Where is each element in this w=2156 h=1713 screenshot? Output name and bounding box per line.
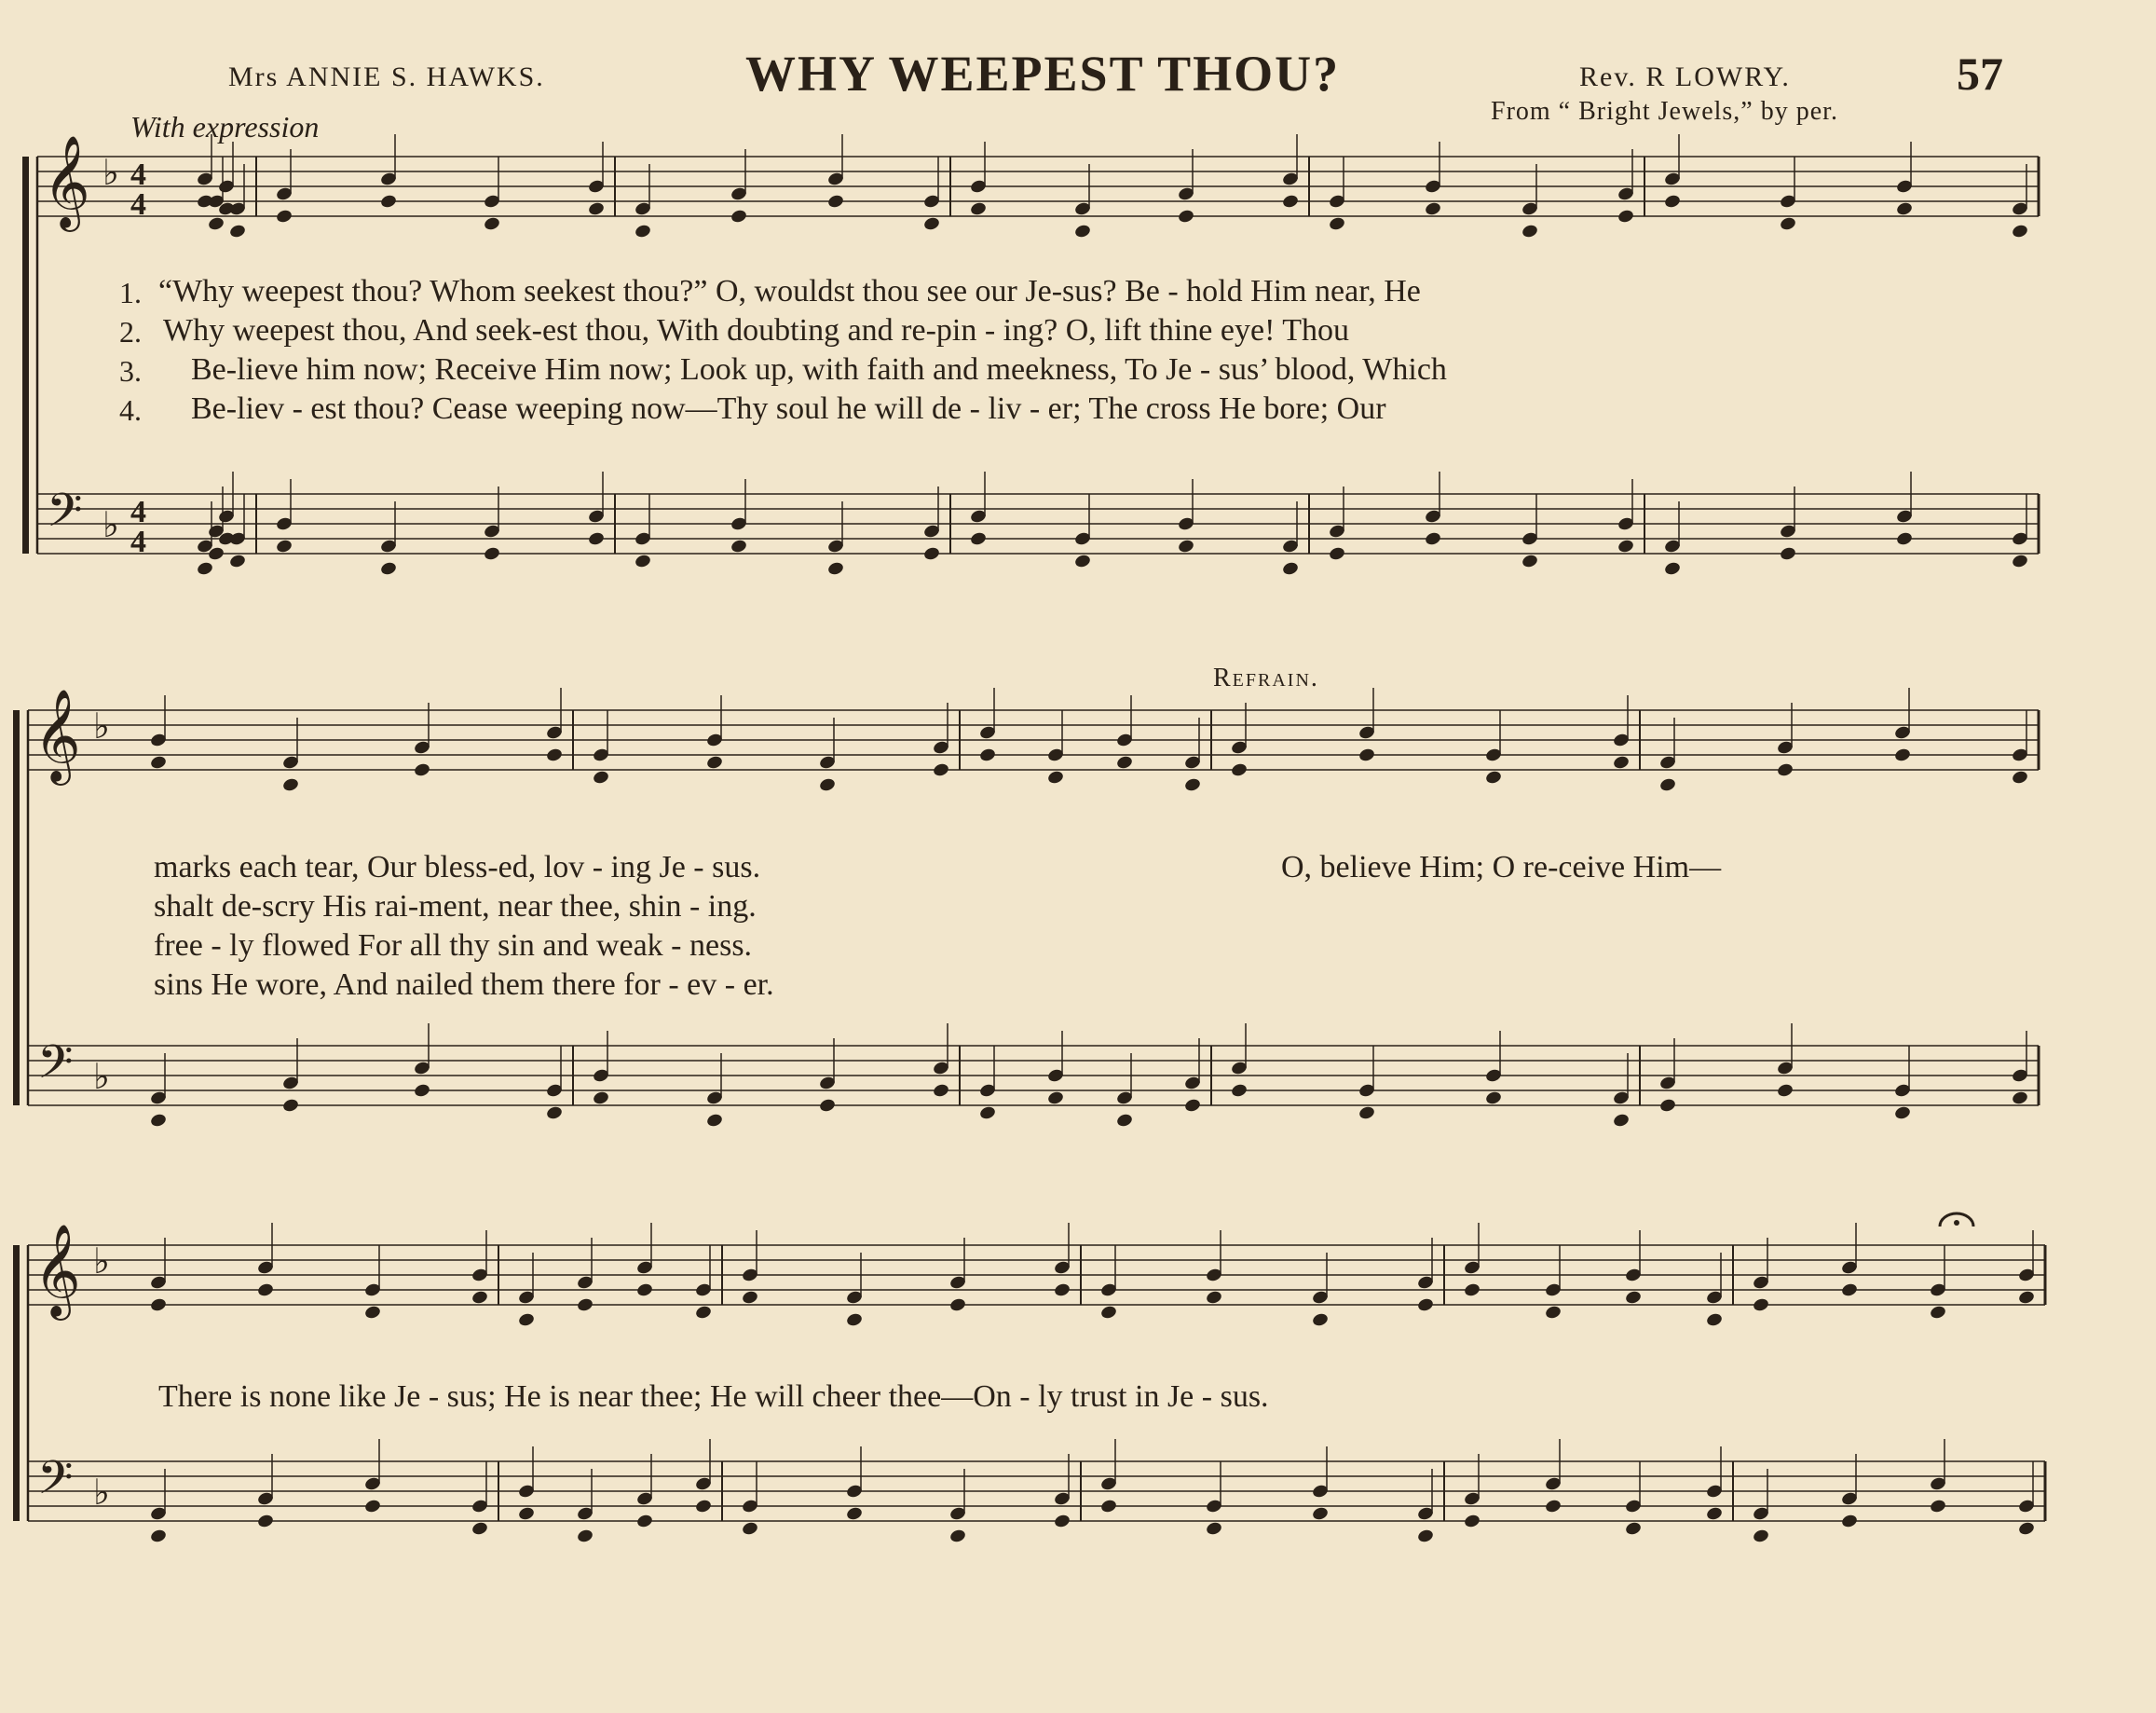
note-head (517, 1312, 535, 1328)
note-head (1311, 1506, 1329, 1522)
note-head (1463, 1514, 1481, 1529)
note-head (932, 762, 949, 778)
note-head (379, 561, 397, 577)
note-head (1358, 1105, 1375, 1121)
verse-4-line-2: sins He wore, And nailed them there for - ev - er. (154, 967, 774, 1002)
verse-4-line-1: Be-liev - est thou? Cease weeping now—Thy soul he will de - liv - er; The cross He bore; Our (191, 391, 1386, 426)
verse-2-line-2: shalt de-scry His rai-ment, near thee, shin - ing. (154, 889, 757, 924)
note-head (363, 1305, 381, 1321)
note-head (1328, 546, 1345, 562)
note-head (1617, 539, 1634, 555)
note-head (932, 1083, 949, 1099)
composer-credit: Rev. R LOWRY. (1579, 62, 1791, 92)
note-head (922, 546, 940, 562)
note-head (634, 554, 651, 569)
refrain-lyric-1: O, believe Him; O re-ceive Him— (1281, 850, 1722, 884)
note-head (592, 770, 609, 786)
time-signature-digit: 4 (130, 158, 146, 192)
note-head (1358, 747, 1375, 763)
note-head (471, 1521, 488, 1537)
refrain-lyric-2: There is none like Je - sus; He is near thee; He will cheer thee—On - ly trust in Je - sus. (158, 1379, 1269, 1414)
note-head (694, 1305, 712, 1321)
note-head (483, 546, 500, 562)
note-head (1328, 216, 1345, 232)
note-head (1230, 1083, 1248, 1099)
treble-clef: 𝄞 (43, 135, 90, 228)
hymn-title: WHY WEEPEST THOU? (745, 46, 1341, 102)
note-head (948, 1297, 966, 1313)
verse-4-number: 4. (119, 393, 142, 427)
note-head (634, 224, 651, 240)
system-bracket (13, 1245, 20, 1521)
note-head (1484, 1090, 1502, 1106)
note-head (1624, 1521, 1642, 1537)
note-head (1624, 1290, 1642, 1306)
note-head (635, 1514, 653, 1529)
note-head (1281, 561, 1299, 577)
note-head (826, 561, 844, 577)
time-signature-digit: 4 (130, 187, 146, 222)
note-head (1840, 1514, 1858, 1529)
treble-clef: 𝄞 (34, 689, 81, 782)
note-head (256, 1514, 274, 1529)
note-head (1929, 1499, 1946, 1514)
note-head (281, 1098, 299, 1114)
note-head (1895, 531, 1913, 547)
note-head (1205, 1521, 1222, 1537)
bass-clef: 𝄢 (37, 1451, 74, 1516)
time-signature-digit: 4 (130, 525, 146, 559)
note-head (969, 201, 987, 217)
note-head (256, 1282, 274, 1298)
note-head (845, 1506, 863, 1522)
note-head (730, 539, 747, 555)
note-head (2011, 770, 2028, 786)
note-head (1663, 194, 1681, 210)
note-head (1612, 1113, 1630, 1129)
verse-1-line-2: marks each tear, Our bless-ed, lov - ing Je - sus. (154, 850, 761, 884)
note-head (635, 1282, 653, 1298)
note-head (1929, 1305, 1946, 1321)
note-head (1183, 777, 1201, 793)
note-head (545, 1105, 563, 1121)
note-head (1612, 755, 1630, 771)
note-head (1776, 1083, 1794, 1099)
note-head (471, 1290, 488, 1306)
note-head (2017, 1290, 2035, 1306)
flat-sign: ♭ (93, 707, 110, 747)
verse-3-line-1: Be-lieve him now; Receive Him now; Look up, with faith and meekness, To Je - sus’ blood, Which (191, 352, 1447, 387)
note-head (1895, 201, 1913, 217)
source-credit: From “ Bright Jewels,” by per. (1491, 97, 1838, 126)
note-head (1205, 1290, 1222, 1306)
note-head (275, 539, 293, 555)
note-head (196, 561, 213, 577)
note-head (228, 554, 246, 569)
note-head (826, 194, 844, 210)
note-head (1424, 201, 1441, 217)
flat-sign: ♭ (93, 1242, 110, 1281)
verse-1-line-1: “Why weepest thou? Whom seekest thou?” O, wouldst thou see our Je-sus? Be - hold Him near, He (158, 274, 1421, 308)
system-bracket (13, 710, 20, 1105)
note-head (1776, 762, 1794, 778)
note-head (1779, 216, 1796, 232)
time-signature-digit: 4 (130, 495, 146, 529)
note-head (2011, 224, 2028, 240)
note-head (1281, 194, 1299, 210)
flat-sign: ♭ (93, 1473, 110, 1513)
note-head (413, 1083, 430, 1099)
note-head (483, 216, 500, 232)
note-head (1752, 1528, 1769, 1544)
note-head (207, 216, 225, 232)
poet-credit: Mrs ANNIE S. HAWKS. (228, 62, 545, 92)
note-head (1416, 1297, 1434, 1313)
note-head (149, 755, 167, 771)
note-head (1658, 1098, 1676, 1114)
note-head (978, 747, 996, 763)
note-head (149, 1528, 167, 1544)
verse-1-number: 1. (119, 276, 142, 309)
note-head (1046, 1090, 1064, 1106)
note-head (379, 194, 397, 210)
note-head (1779, 546, 1796, 562)
note-head (1099, 1305, 1117, 1321)
refrain-label: Refrain. (1213, 664, 1319, 692)
note-head (845, 1312, 863, 1328)
note-head (149, 1113, 167, 1129)
verse-3-number: 3. (119, 354, 142, 388)
note-head (1053, 1282, 1071, 1298)
note-head (1177, 209, 1194, 225)
note-head (1658, 777, 1676, 793)
note-head (587, 201, 605, 217)
note-head (228, 224, 246, 240)
page-number: 57 (1957, 48, 2003, 100)
note-head (705, 755, 723, 771)
note-head (1484, 770, 1502, 786)
treble-clef: 𝄞 (34, 1224, 81, 1317)
note-head (1115, 1113, 1133, 1129)
note-head (705, 1113, 723, 1129)
note-head (545, 747, 563, 763)
note-head (1705, 1312, 1723, 1328)
note-head (730, 209, 747, 225)
note-head (1617, 209, 1634, 225)
note-head (1521, 554, 1538, 569)
note-head (149, 1297, 167, 1313)
bass-clef: 𝄢 (37, 1035, 74, 1101)
flat-sign: ♭ (93, 1058, 110, 1097)
note-head (1053, 1514, 1071, 1529)
note-head (1046, 770, 1064, 786)
note-head (1840, 1282, 1858, 1298)
note-head (922, 216, 940, 232)
note-head (1521, 224, 1538, 240)
note-head (969, 531, 987, 547)
note-head (818, 777, 836, 793)
note-head (1544, 1305, 1562, 1321)
note-head (1311, 1312, 1329, 1328)
note-head (1752, 1297, 1769, 1313)
note-head (2011, 554, 2028, 569)
note-head (948, 1528, 966, 1544)
note-head (1893, 1105, 1911, 1121)
note-head (818, 1098, 836, 1114)
note-head (1230, 762, 1248, 778)
note-head (281, 777, 299, 793)
flat-sign: ♭ (102, 154, 119, 193)
note-head (741, 1290, 758, 1306)
note-head (1424, 531, 1441, 547)
note-head (978, 1105, 996, 1121)
note-head (576, 1297, 594, 1313)
note-head (1099, 1499, 1117, 1514)
flat-sign: ♭ (102, 506, 119, 545)
note-head (1073, 554, 1091, 569)
fermata-dot (1954, 1220, 1959, 1226)
note-head (1416, 1528, 1434, 1544)
note-head (1073, 224, 1091, 240)
note-head (694, 1499, 712, 1514)
note-head (275, 209, 293, 225)
note-head (1183, 1098, 1201, 1114)
note-head (1463, 1282, 1481, 1298)
note-head (592, 1090, 609, 1106)
note-head (1115, 755, 1133, 771)
note-head (2017, 1521, 2035, 1537)
note-head (517, 1506, 535, 1522)
note-head (587, 531, 605, 547)
verse-3-line-2: free - ly flowed For all thy sin and weak - ness. (154, 928, 753, 963)
note-head (576, 1528, 594, 1544)
note-head (1663, 561, 1681, 577)
verse-2-number: 2. (119, 315, 142, 349)
note-head (413, 762, 430, 778)
verse-2-line-1: Why weepest thou, And seek-est thou, With doubting and re-pin - ing? O, lift thine eye! Thou (163, 313, 1350, 348)
note-head (741, 1521, 758, 1537)
tempo-marking: With expression (130, 110, 320, 144)
note-head (1893, 747, 1911, 763)
system-bracket (22, 157, 29, 554)
note-head (1705, 1506, 1723, 1522)
note-head (1544, 1499, 1562, 1514)
note-head (363, 1499, 381, 1514)
bass-clef: 𝄢 (47, 484, 83, 549)
note-head (2011, 1090, 2028, 1106)
note-head (1177, 539, 1194, 555)
